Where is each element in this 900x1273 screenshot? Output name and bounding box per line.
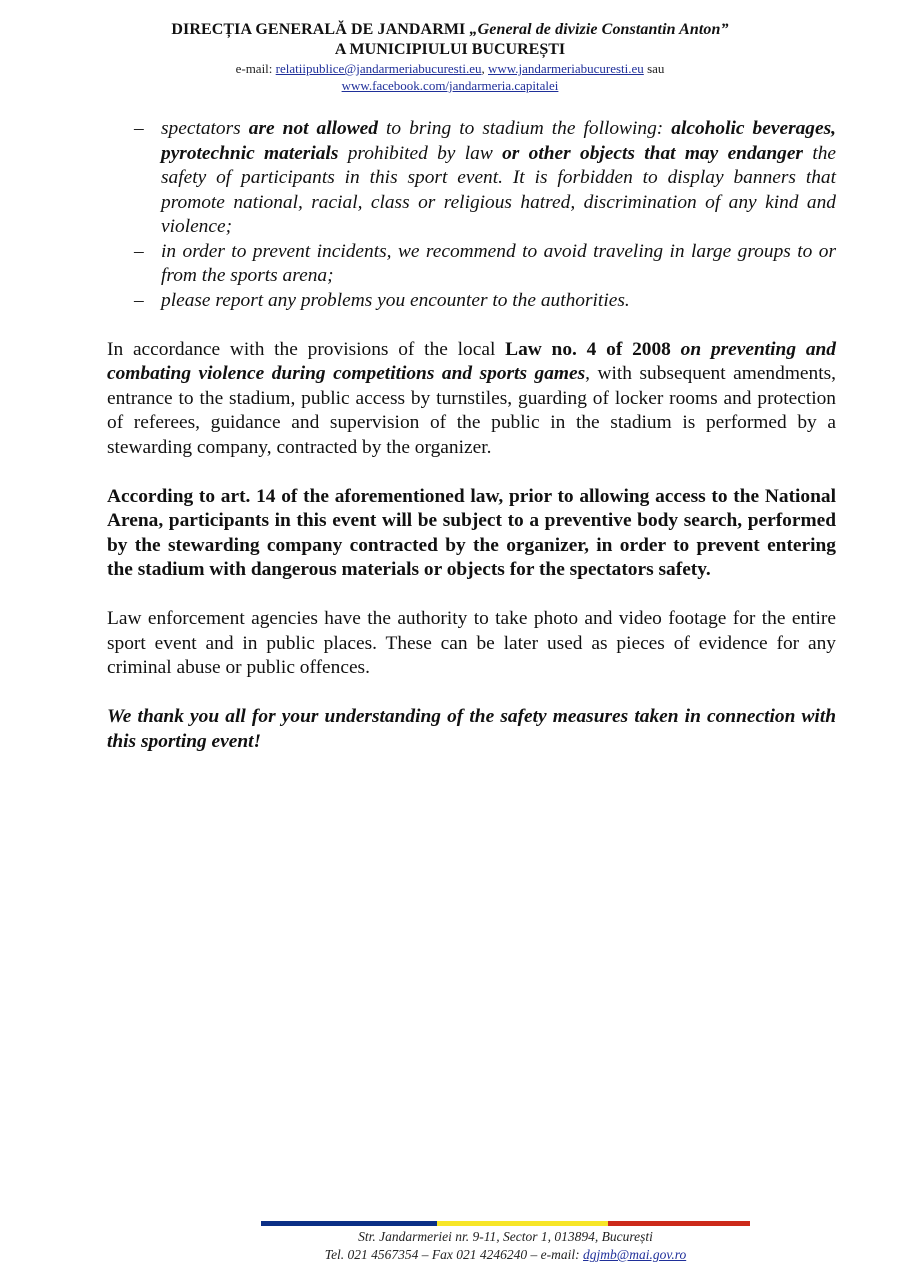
- org-name-line1: [0, 20, 900, 40]
- blue-stripe: [261, 1221, 437, 1226]
- letterhead: [0, 20, 900, 94]
- email-label: e-mail:: [235, 61, 276, 76]
- bullet-text-2: please report any problems you encounter to the authorities.: [161, 289, 630, 311]
- separator: ,: [481, 61, 488, 76]
- org-name-line2: A MUNICIPIULUI BUCUREȘTI: [334, 41, 566, 58]
- law-title: on preventing and combating violence during competitions and sports games: [107, 338, 837, 384]
- footer-tricolor: [261, 1221, 750, 1226]
- text-bold: or other objects that may endanger: [502, 142, 803, 164]
- bullet-text-1: in order to prevent incidents, we recommend to avoid traveling in large groups to or from the sports arena;: [161, 240, 836, 286]
- text-bold: are not allowed: [248, 118, 378, 139]
- facebook-line: [0, 77, 900, 94]
- text: to bring to stadium the following:: [377, 118, 672, 139]
- romanian-flag-bar: [261, 1221, 750, 1226]
- footer-email-link[interactable]: dgjmb@mai.gov.ro: [583, 1247, 687, 1262]
- law-paragraph: [107, 338, 836, 461]
- list-item: [107, 117, 836, 240]
- law-reference: Law no. 4 of 2008: [505, 338, 681, 360]
- org-honorific: „General de divizie Constantin Anton”: [469, 21, 729, 38]
- yellow-stripe: [437, 1221, 608, 1226]
- text: spectators: [161, 118, 249, 139]
- text-bold: alcoholic beverages, pyrotechnic materials: [161, 118, 837, 164]
- text: the safety of participants in this sport event. It is forbidden to display banners that promote national, racial, class or religious hatred, discrimination of any kind and violence;: [161, 142, 837, 237]
- dash-bullet: –: [134, 289, 144, 311]
- dash-bullet: –: [134, 240, 144, 262]
- list-item: [107, 240, 836, 289]
- rules-list: [107, 117, 836, 313]
- footer-address: Str. Jandarmeriei nr. 9-11, Sector 1, 013894, București: [358, 1229, 653, 1244]
- dash-bullet: –: [134, 118, 144, 139]
- facebook-link[interactable]: www.facebook.com/jandarmeria.capitalei: [341, 78, 559, 93]
- document-body: [107, 117, 836, 754]
- email-link[interactable]: relatiipublice@jandarmeriabucuresti.eu: [275, 61, 482, 76]
- red-stripe: [608, 1221, 750, 1226]
- footer-contact: [0, 1228, 900, 1264]
- bullet-text-0: [161, 118, 836, 237]
- text: In accordance with the provisions of the local: [107, 338, 506, 360]
- text: prohibited by law: [338, 142, 503, 164]
- footer-phone-fax: Tel. 021 4567354 – Fax 021 4246240 – e-mail:: [324, 1247, 584, 1262]
- org-name: DIRECȚIA GENERALĂ DE JANDARMI: [171, 21, 470, 38]
- contact-line: [0, 60, 900, 77]
- footer-phone-line: [0, 1246, 900, 1264]
- or-text: sau: [643, 61, 665, 76]
- body-search-paragraph: According to art. 14 of the aforementioned law, prior to allowing access to the National Arena, participants in this event will be subject to a preventive body search, performed by the stewarding company contracted by the organizer, in order to prevent entering the stadium with dangerous materials or objects for the spectators safety.: [107, 485, 836, 580]
- text: , with subsequent amendments, entrance to the stadium, public access by turnstiles, guarding of locker rooms and protection of referees, guidance and supervision of the public in the stadium is performed by a stewarding company, contracted by the organizer.: [107, 363, 836, 458]
- thanks-paragraph: We thank you all for your understanding of the safety measures taken in connection with this sporting event!: [107, 706, 836, 752]
- footage-paragraph: Law enforcement agencies have the authority to take photo and video footage for the entire sport event and in public places. These can be later used as pieces of evidence for any criminal abuse or public offences.: [107, 608, 836, 678]
- website-link[interactable]: www.jandarmeriabucuresti.eu: [487, 61, 644, 76]
- list-item: [107, 289, 836, 314]
